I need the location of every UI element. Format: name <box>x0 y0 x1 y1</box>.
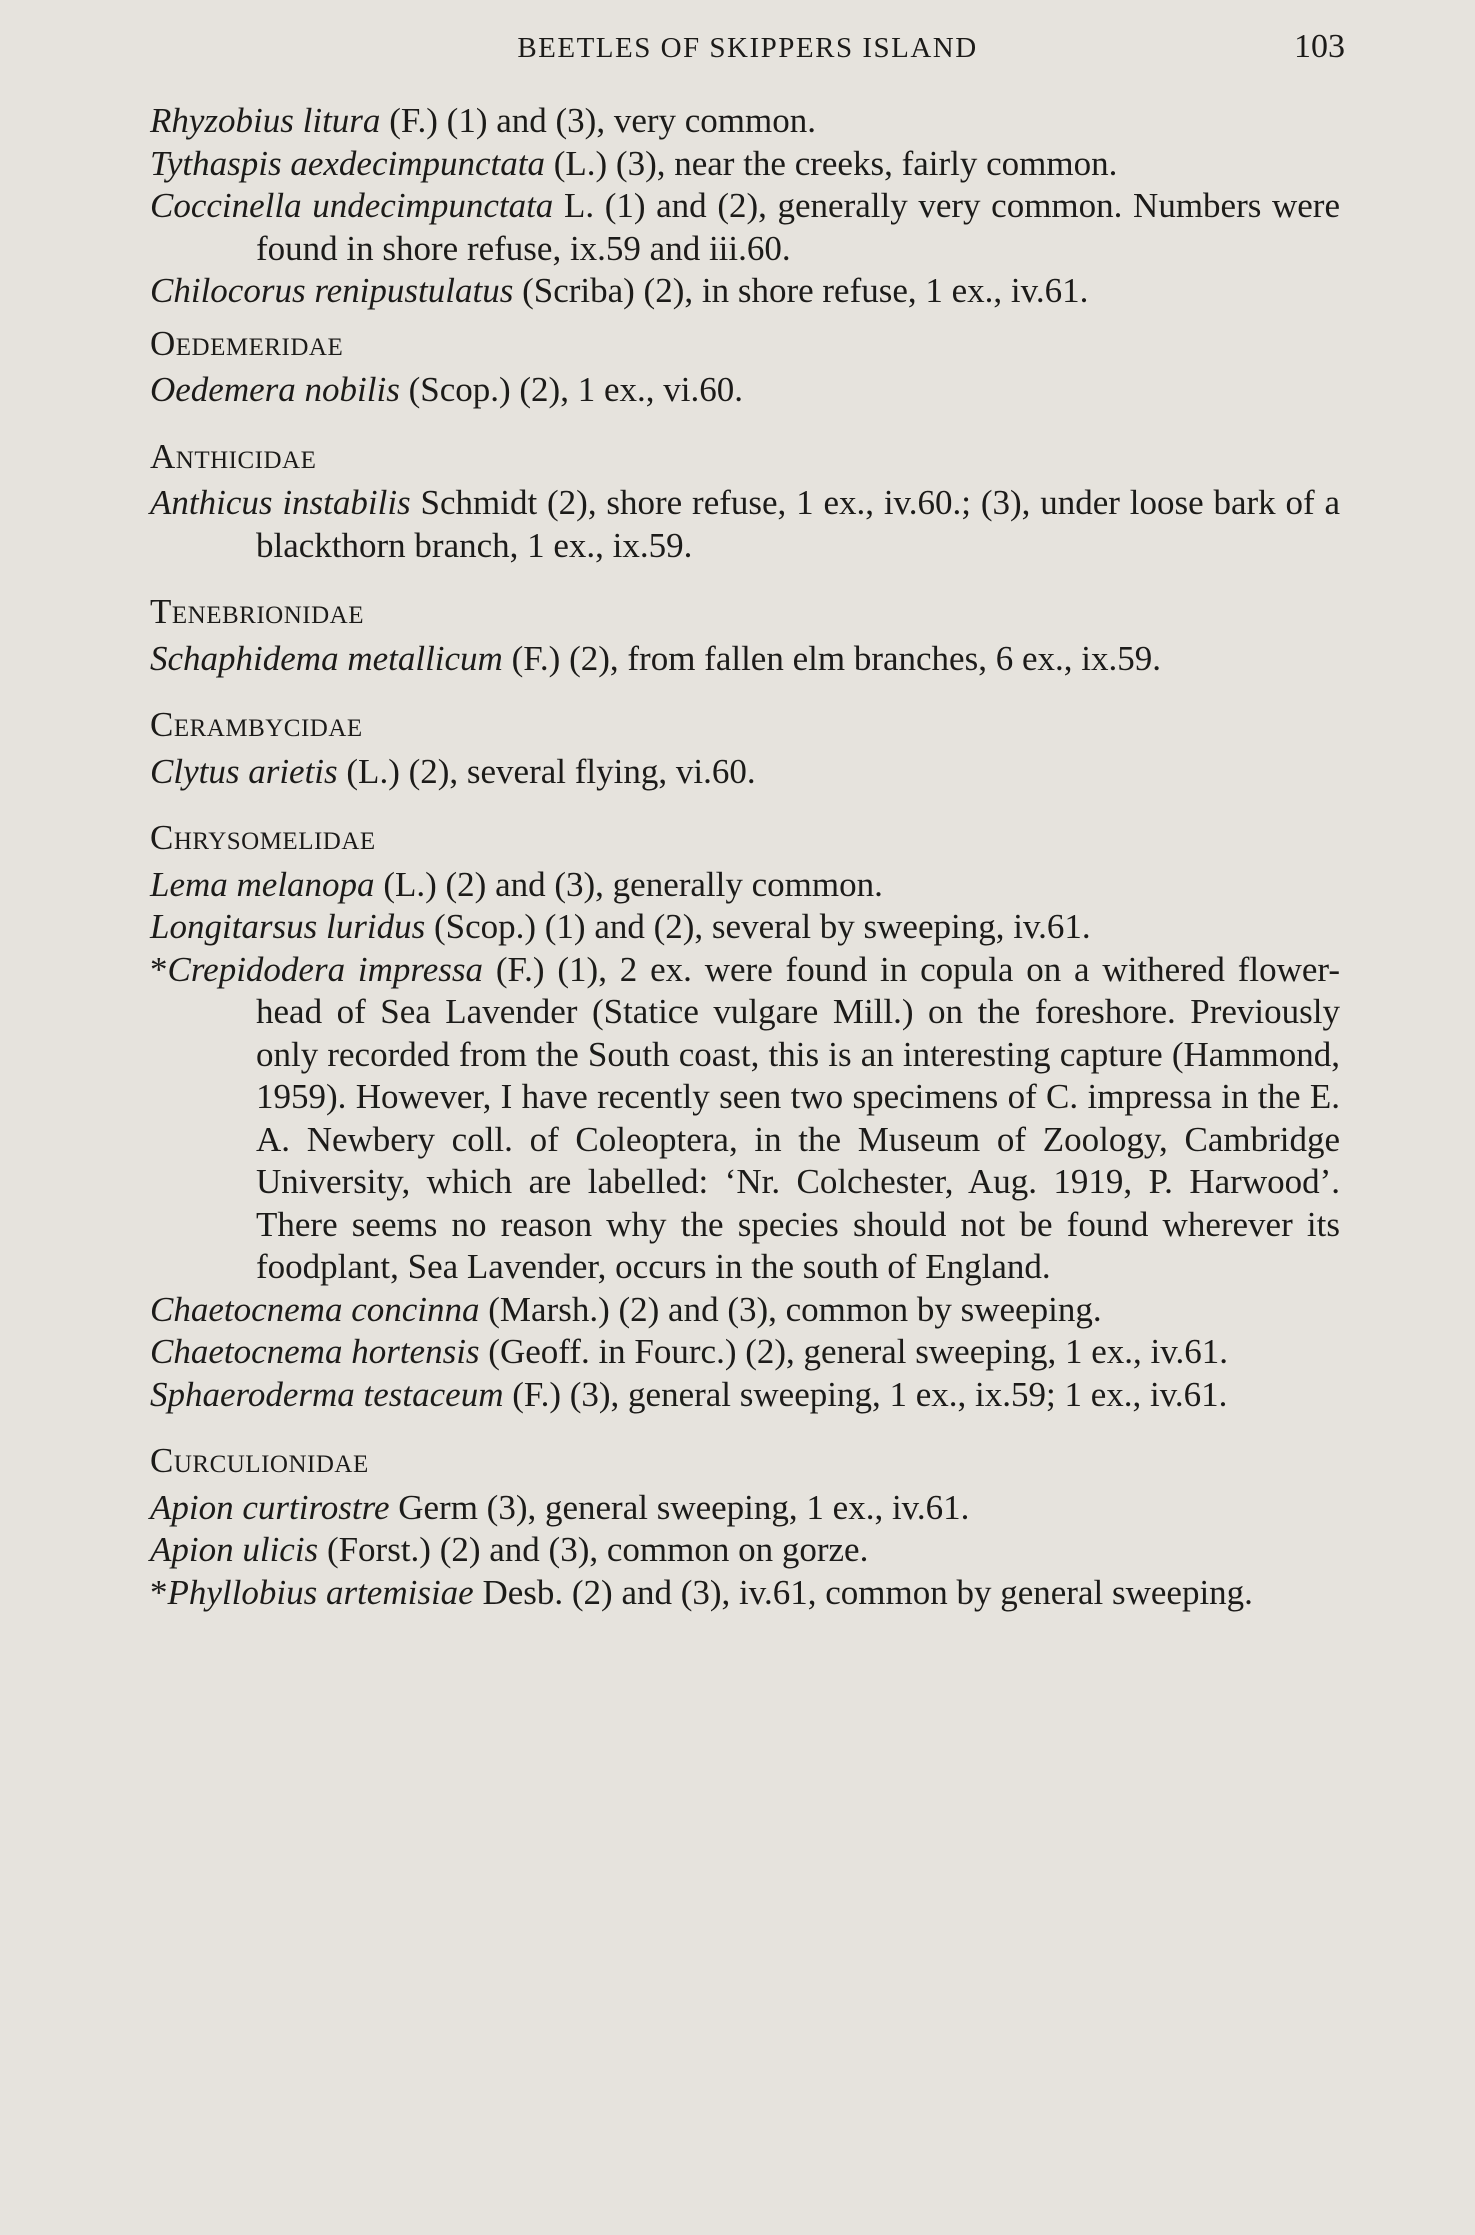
family-heading: Chrysomelidae <box>150 818 376 857</box>
new-record-marker: * <box>150 949 168 989</box>
species-notes: (Scriba) (2), in shore refuse, 1 ex., iv.61. <box>513 271 1089 310</box>
species-name: Rhyzobius litura <box>150 101 381 140</box>
species-notes: Germ (3), general sweeping, 1 ex., iv.61. <box>389 1487 970 1527</box>
family-heading: Cerambycidae <box>150 705 363 744</box>
species-entry <box>150 270 1340 313</box>
new-record-marker: * <box>150 1572 168 1612</box>
family-heading: Curculionidae <box>150 1441 369 1480</box>
species-name: Longitarsus luridus <box>150 907 426 946</box>
species-entry <box>150 369 1340 412</box>
species-name: Anthicus instabilis <box>150 483 411 522</box>
species-name: Sphaeroderma testaceum <box>150 1374 504 1414</box>
species-notes: (Forst.) (2) and (3), common on gorze. <box>318 1530 869 1569</box>
species-name: Chilocorus renipustulatus <box>150 271 514 310</box>
species-notes: Schmidt (2), shore refuse, 1 ex., iv.60.; (3), under loose bark of a blackthorn branch, 1 ex., ix.59. <box>256 483 1340 565</box>
species-name: Chaetocnema hortensis <box>150 1332 480 1371</box>
species-notes: Desb. (2) and (3), iv.61, common by general sweeping. <box>473 1572 1253 1612</box>
species-name: Chaetocnema concinna <box>150 1289 480 1329</box>
species-notes: (L.) (2), several flying, vi.60. <box>337 751 756 791</box>
page-header <box>150 28 1345 72</box>
species-entry <box>150 1374 1340 1417</box>
species-notes: L. (1) and (2), generally very common. Numbers were found in shore refuse, ix.59 and iii.60. <box>256 186 1340 268</box>
species-entry <box>150 751 1340 794</box>
species-entry <box>150 1289 1340 1332</box>
species-notes: (F.) (1), 2 ex. were found in copula on a withered flower-head of Sea Lavender (Statice vulgare Mill.) on the foreshore. Previously only recorded from the South coast, this is an interesting capture (Hammond, 1959). However, I have recently seen two specimens of C. impressa in the E. A. Newbery coll. of Coleoptera, in the Museum of Zoology, Cambridge University, which are labelled: ‘Nr. Colchester, Aug. 1919, P. Harwood’. There seems no reason why the species should not be found wherever its foodplant, Sea Lavender, occurs in the south of England. <box>256 949 1340 1286</box>
species-name: Schaphidema metallicum <box>150 638 503 678</box>
species-entry <box>150 185 1340 270</box>
species-entry <box>150 143 1340 186</box>
species-name: Tythaspis aexdecimpunctata <box>150 143 545 183</box>
family-heading: Tenebrionidae <box>150 592 364 631</box>
species-notes: (Scop.) (1) and (2), several by sweeping, iv.61. <box>425 907 1091 946</box>
species-name: Oedemera nobilis <box>150 370 400 409</box>
species-entry <box>150 1572 1340 1615</box>
species-entry <box>150 864 1340 907</box>
species-list <box>150 100 1340 1614</box>
species-notes: (Scop.) (2), 1 ex., vi.60. <box>399 370 743 409</box>
species-notes: (L.) (3), near the creeks, fairly common. <box>544 143 1118 183</box>
species-notes: (L.) (2) and (3), generally common. <box>374 864 883 904</box>
species-entry <box>150 1487 1340 1530</box>
species-notes: (F.) (1) and (3), very common. <box>380 101 816 140</box>
species-name: Phyllobius artemisiae <box>167 1572 474 1612</box>
species-entry <box>150 638 1340 681</box>
species-entry <box>150 1331 1340 1374</box>
species-name: Crepidodera impressa <box>167 949 484 989</box>
family-heading: Anthicidae <box>150 436 317 476</box>
page-number: 103 <box>1294 28 1345 65</box>
species-notes: (F.) (2), from fallen elm branches, 6 ex., ix.59. <box>502 638 1161 678</box>
species-notes: (Marsh.) (2) and (3), common by sweeping. <box>479 1289 1102 1329</box>
running-head: BEETLES OF SKIPPERS ISLAND <box>517 32 978 64</box>
family-heading: Oedemeridae <box>150 323 344 363</box>
species-entry <box>150 949 1340 1289</box>
species-entry <box>150 482 1340 567</box>
species-entry <box>150 1529 1340 1572</box>
species-name: Apion curtirostre <box>150 1487 390 1527</box>
species-name: Coccinella undecimpunctata <box>150 186 554 225</box>
species-name: Apion ulicis <box>150 1530 319 1569</box>
species-name: Lema melanopa <box>150 864 375 904</box>
species-name: Clytus arietis <box>150 751 338 791</box>
species-entry <box>150 906 1340 949</box>
species-entry <box>150 100 1340 143</box>
species-notes: (F.) (3), general sweeping, 1 ex., ix.59; 1 ex., iv.61. <box>503 1374 1228 1414</box>
species-notes: (Geoff. in Fourc.) (2), general sweeping, 1 ex., iv.61. <box>479 1332 1228 1371</box>
